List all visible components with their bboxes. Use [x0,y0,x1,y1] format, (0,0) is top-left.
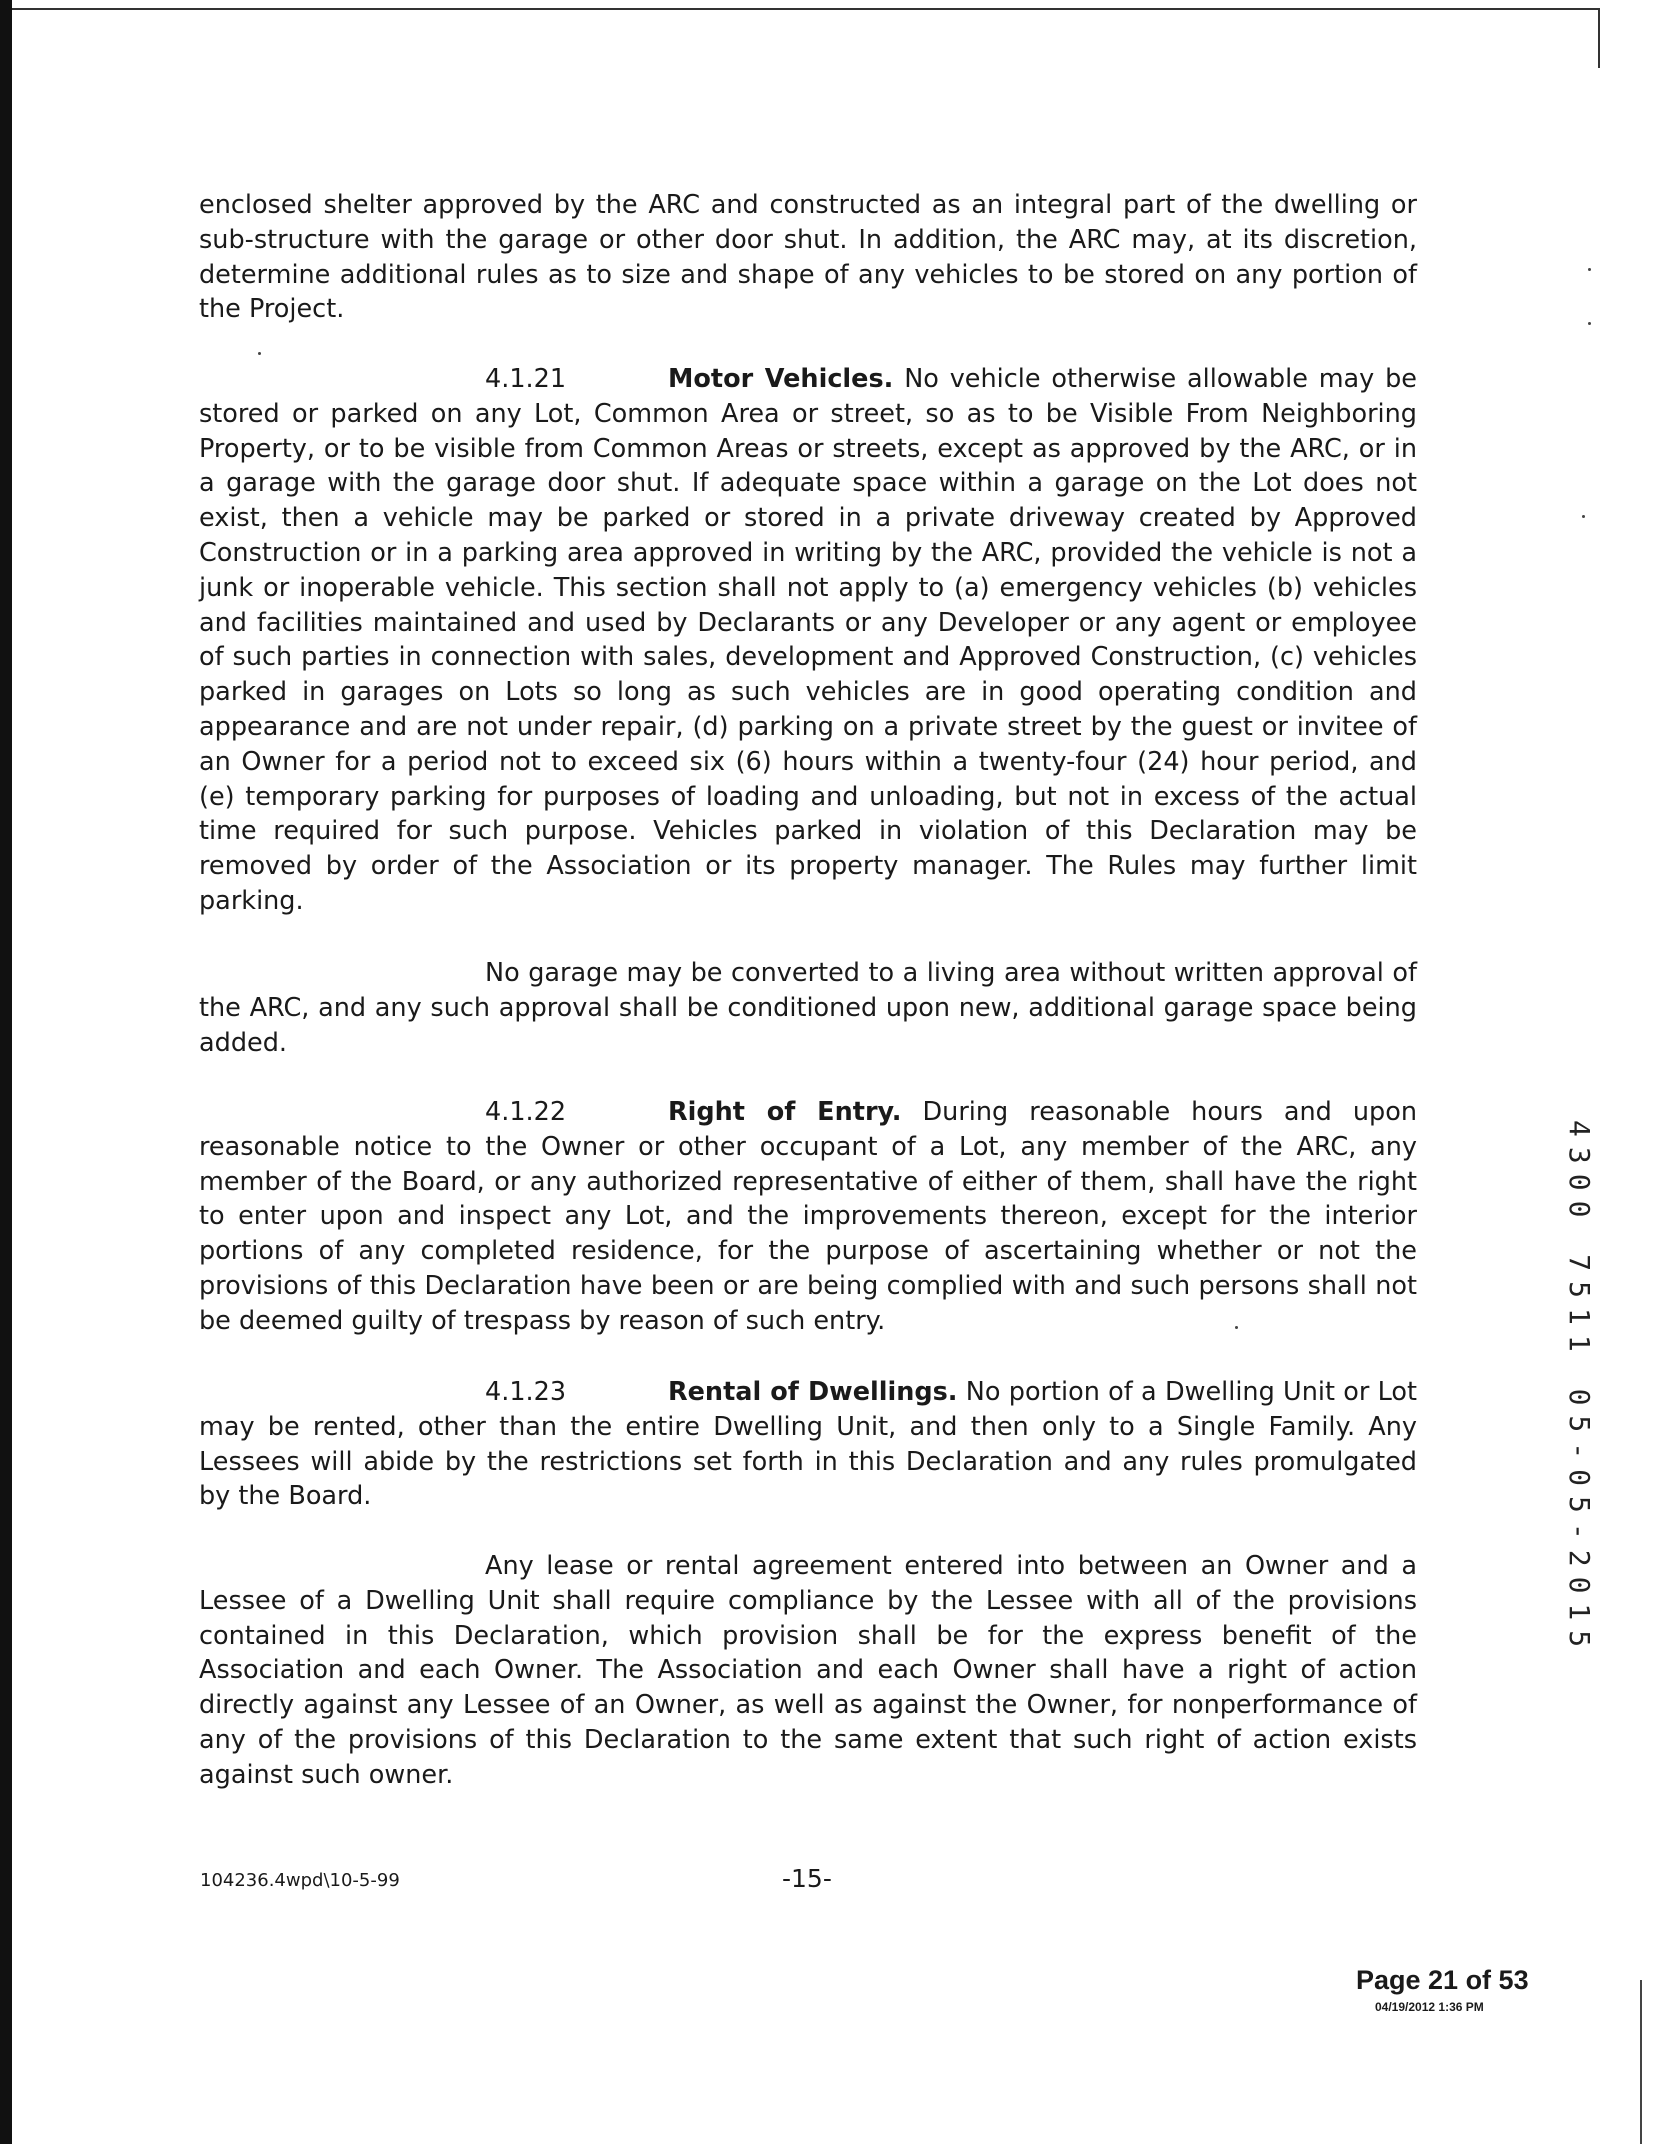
scan-speck [1582,515,1585,518]
section-heading: Rental of Dwellings. [668,1377,958,1407]
scan-left-edge [0,0,12,2144]
section-number: 4.1.23 [485,1377,567,1407]
paragraph-text: No garage may be converted to a living area without written approval of the ARC, and any such approval shall be conditioned upon new, additional garage space being added. [199,958,1417,1058]
paragraph-lease-agreement [199,1549,1417,1793]
recording-side-stamp [1556,1120,1596,1810]
recorder-timestamp: 04/19/2012 1:36 PM [1375,2000,1484,2014]
section-body: No portion of a Dwelling Unit or Lot may be rented, other than the entire Dwelling Unit, and then only to a Single Family. Any Lessees will abide by the restrictions set forth in this Declaration and any rules promulgated by the Board. [199,1377,1418,1512]
page-number: -15- [782,1864,832,1893]
paragraph-enclosed-shelter: enclosed shelter approved by the ARC and constructed as an integral part of the dwelling or sub-structure with the garage or other door shut. In addition, the ARC may, at its discretion, determine additional rules as to size and shape of any vehicles to be stored on any portion of the Project. [199,190,1417,325]
scan-speck [1588,268,1591,271]
scan-right-edge-bottom [1640,1980,1642,2144]
section-body: No vehicle otherwise allowable may be stored or parked on any Lot, Common Area or street, so as to be Visible From Neighboring Property, or to be visible from Common Areas or streets, except as approved by the ARC, or in a garage with the garage door shut. If adequate space within a garage on the Lot does not exist, then a vehicle may be parked or stored in a private driveway created by Approved Construction or in a parking area approved in writing by the ARC, provided the vehicle is not a junk or inoperable vehicle. This section shall not apply to (a) emergency vehicles (b) vehicles and facilities maintained and used by Declarants or any Developer or any agent or employee of such parties in connection with sales, development and Approved Construction, (c) vehicles parked in garages on Lots so long as such vehicles are in good operating condition and appearance and are not under repair, (d) parking on a private street by the guest or invitee of an Owner for a period not to exceed six (6) hours within a twenty-four (24) hour period, and (e) temporary parking for purposes of loading and unloading, but not in excess of the actual time required for such purpose. Vehicles parked in violation of this Declaration may be removed by order of the Association or its property manager. The Rules may further limit parking. [199,364,1417,916]
scan-speck [1235,1326,1238,1329]
section-4-1-22 [199,1095,1417,1339]
section-4-1-21 [199,362,1417,919]
page-body [199,188,1417,327]
section-number: 4.1.21 [485,364,567,394]
paragraph-text: Any lease or rental agreement entered into between an Owner and a Lessee of a Dwelling Unit shall require compliance by the Lessee with all of the provisions contained in this Declaration, which provision shall be for the express benefit of the Association and each Owner. The Association and each Owner shall have a right of action directly against any Lessee of an Owner, as well as against the Owner, for nonperformance of any of the provisions of this Declaration to the same extent that such right of action exists against such owner. [199,1551,1417,1790]
paragraph-garage-conversion [199,956,1417,1060]
scan-speck [258,352,261,355]
document-id: 104236.4wpd\10-5-99 [200,1870,400,1891]
side-stamp-text: 4300 7511 05-05-2015 [1563,1120,1596,1658]
scan-speck [1588,322,1591,325]
section-4-1-23 [199,1375,1417,1514]
section-heading: Right of Entry. [668,1097,902,1127]
recorder-page-label: Page 21 of 53 [1356,1965,1529,1995]
scan-right-edge-top [1598,8,1600,68]
scan-top-edge [12,8,1600,10]
section-heading: Motor Vehicles. [668,364,894,394]
section-body: During reasonable hours and upon reasonable notice to the Owner or other occupant of a Lot, any member of the ARC, any member of the Board, or any authorized representative of either of them, shall have the right to enter upon and inspect any Lot, and the improvements thereon, except for the interior portions of any completed residence, for the purpose of ascertaining whether or not the provisions of this Declaration have been or are being complied with and such persons shall not be deemed guilty of trespass by reason of such entry. [199,1097,1417,1336]
section-number: 4.1.22 [485,1097,567,1127]
